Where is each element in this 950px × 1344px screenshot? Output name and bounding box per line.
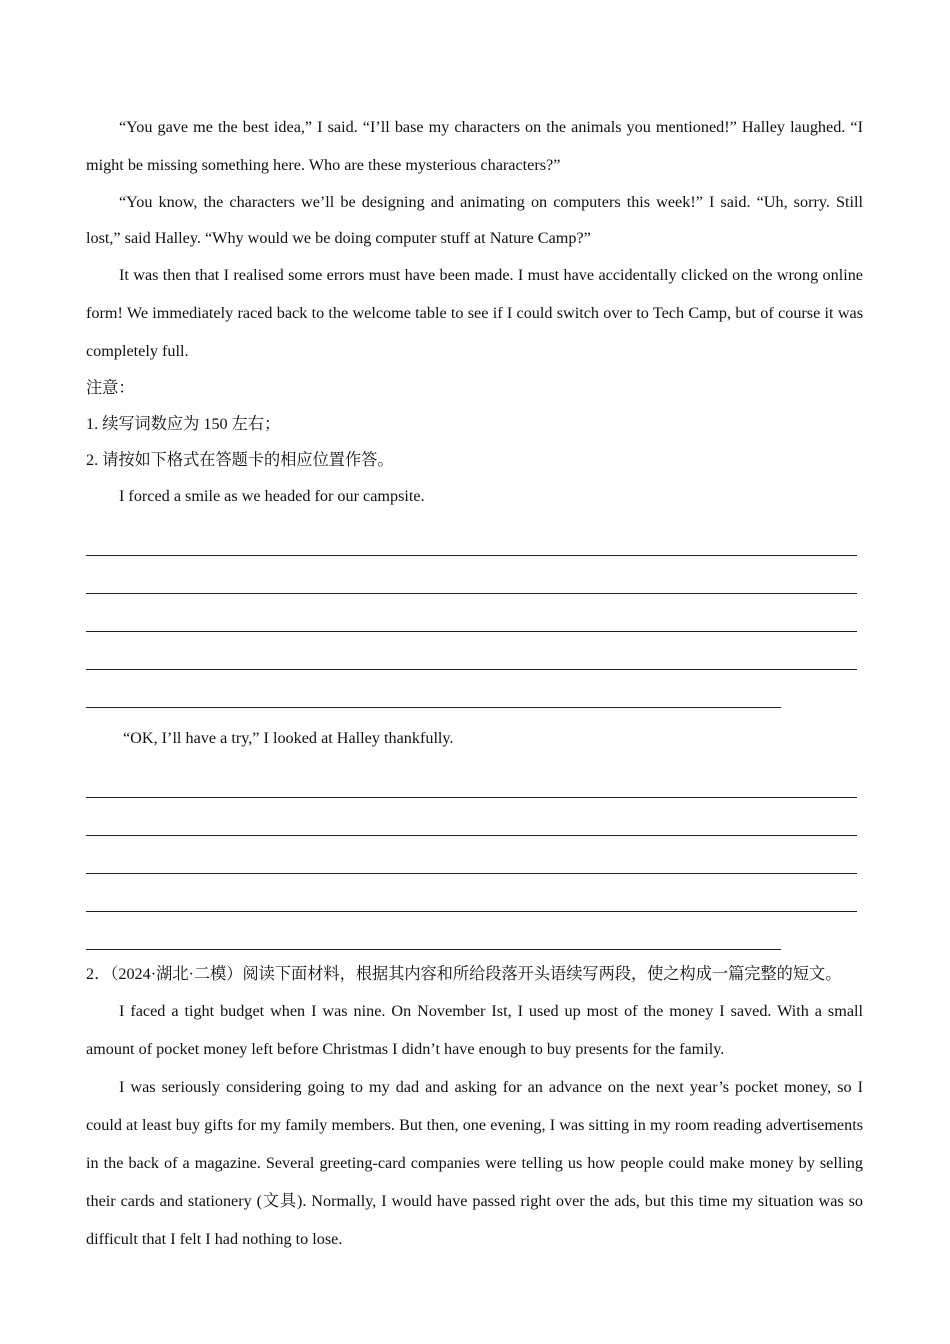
passage-paragraph-1: “You gave me the best idea,” I said. “I’ll base my characters on the animals you mentioned!” Halley laughed. “I might be missing something here. Who are these mysterious characters?” (86, 118, 863, 174)
answer-line[interactable] (86, 632, 857, 670)
answer-line[interactable] (86, 556, 857, 594)
passage-paragraph-2: “You know, the characters we’ll be designing and animating on computers this week!” I said. “Uh, sorry. Still lost,” said Halley. “Why would we be doing computer stuff at Nature Camp?” (86, 193, 863, 247)
question-2-header: 2．（2024·湖北·二模）阅读下面材料，根据其内容和所给段落开头语续写两段，使之构成一篇完整的短文。 (86, 965, 842, 983)
answer-line[interactable] (86, 518, 857, 556)
notes-item-2: 2. 请按如下格式在答题卡的相应位置作答。 (86, 451, 394, 469)
answer-line[interactable] (86, 760, 857, 798)
answer-line[interactable] (86, 912, 781, 950)
answer-lines-1 (86, 518, 863, 708)
document-page (86, 108, 863, 1258)
answer-line[interactable] (86, 670, 781, 708)
notes-item-1: 1. 续写词数应为 150 左右； (86, 415, 281, 433)
answer-line[interactable] (86, 798, 857, 836)
question-2-paragraph-2: I was seriously considering going to my dad and asking for an advance on the next year’s pocket money, so I could at least buy gifts for my family members. But then, one evening, I was sitting in my room reading advertisements in the back of a magazine. Several greeting-card companies were telling us how people could make money by selling their cards and stationery (文具). Normally, I would have passed right over the ads, but this time my situation was so difficult that I felt I had nothing to lose. (86, 1078, 863, 1248)
answer-line[interactable] (86, 836, 857, 874)
answer-line[interactable] (86, 874, 857, 912)
prompt-first: I forced a smile as we headed for our campsite. (119, 487, 425, 505)
answer-lines-2 (86, 760, 863, 950)
passage-paragraph-3: It was then that I realised some errors must have been made. I must have accidentally clicked on the wrong online form! We immediately raced back to the welcome table to see if I could switch over to Tech Camp, but of course it was completely full. (86, 266, 863, 360)
prompt-second: “OK, I’ll have a try,” I looked at Halley thankfully. (123, 729, 454, 747)
answer-line[interactable] (86, 594, 857, 632)
notes-heading: 注意： (86, 379, 135, 397)
question-2-paragraph-1: I faced a tight budget when I was nine. On November Ist, I used up most of the money I saved. With a small amount of pocket money left before Christmas I didn’t have enough to buy presents for the family. (86, 1002, 863, 1058)
